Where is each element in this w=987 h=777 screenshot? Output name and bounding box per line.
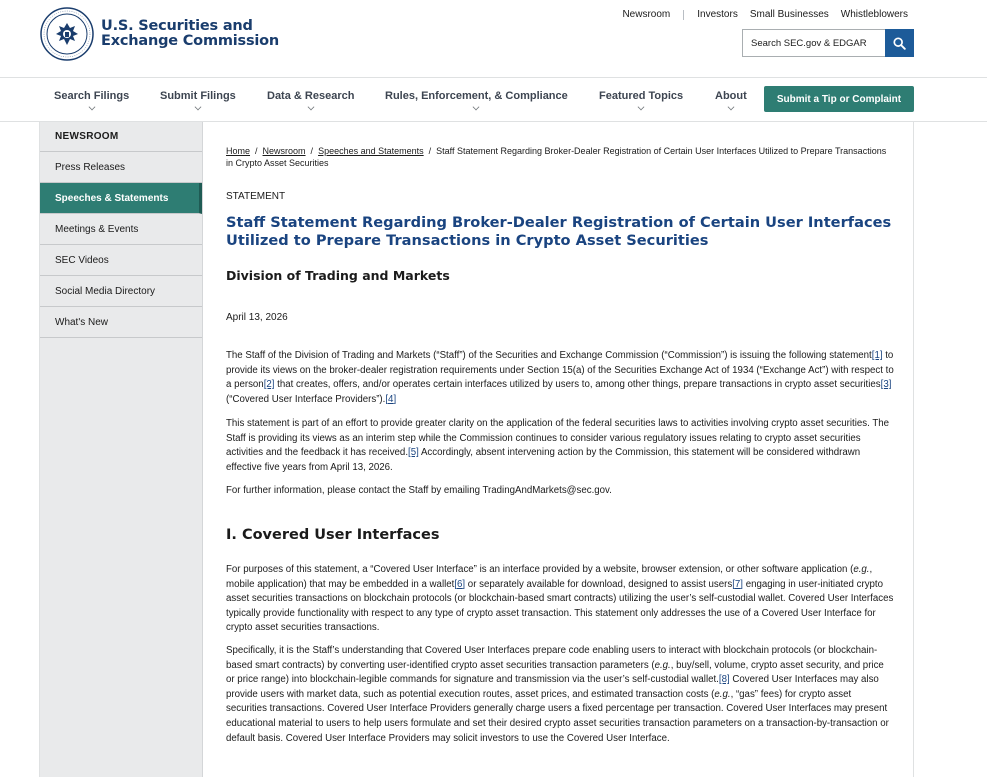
breadcrumb-home[interactable]: Home [226, 146, 251, 156]
chevron-down-icon [194, 104, 201, 111]
sec-seal-logo[interactable] [40, 7, 94, 61]
breadcrumb: Home / Newsroom / Speeches and Statements / Staff Statement Regarding Broker-Dealer Registration of Certain User Interfaces Utilized to Prepare Transactions in Crypto Asset Securities [226, 146, 887, 168]
footnote-link-4[interactable]: [4] [385, 393, 397, 405]
paragraph-functionality: Specifically, it is the Staff’s understanding that Covered User Interfaces prepare code enabling users to interact with blockchain protocols (or blockchain-based smart contracts) by converting user-identified crypto asset securities transaction parameters (e.g., buy/sell, volume, crypto asset security, and price or price range) into blockchain-legible commands for signature and transmission via the user’s self-custodial wallet.[8] Covered User Interfaces may also provide users with market data, such as potential execution routes, asset prices, and estimated transaction costs (e.g., “gas” fees) for crypto asset securities transactions. Covered User Interface Providers generally charge users a fixed percentage per transaction. Covered User Interfaces may present educational material to users to help users formulate and set their desired crypto asset securities transaction parameters on a transaction-by-transaction or default basis. Covered User Interface Providers may solicit investors to use the Covered User Interface. [226, 645, 889, 744]
footnote-link-8[interactable]: [8] [718, 674, 730, 686]
primary-nav [0, 79, 987, 122]
breadcrumb-current: Staff Statement Regarding Broker-Dealer Registration of Certain User Interfaces Utilized to Prepare Transactions in Crypto Asset Securities [226, 146, 887, 168]
nav-label: Data & Research [267, 90, 355, 102]
paragraph-definition: For purposes of this statement, a “Covered User Interface” is an interface provided by a website, browser extension, or other software application (e.g., mobile application) that may be embedded in a wallet[6] or separately available for download, designed to assist users[7] engaging in user-initiated crypto asset securities transactions on blockchain protocols (or blockchain-based smart contracts) utilizing the user’s self-custodial wallet. Covered User Interfaces typically provide functionality with respect to any type of crypto asset transaction. This statement only addresses the use of a Covered User Interface for crypto asset securities transactions. [226, 564, 894, 634]
footnote-link-2[interactable]: [2] [263, 379, 275, 391]
footnote-link-1[interactable]: [1] [871, 350, 883, 361]
nav-label: About [715, 90, 747, 102]
newsroom-sidebar [40, 122, 203, 777]
sidebar-heading: NEWSROOM [40, 122, 202, 152]
nav-rules-enforcement[interactable] [385, 90, 568, 110]
nav-data-research[interactable] [267, 90, 354, 110]
utility-link-small-businesses[interactable]: Small Businesses [749, 9, 829, 20]
sidebar-item-press-releases[interactable]: Press Releases [40, 152, 202, 183]
nav-label: Search Filings [54, 90, 130, 102]
publish-date: April 13, 2026 [226, 312, 288, 323]
footnote-link-7[interactable]: [7] [732, 578, 743, 590]
footnote-link-3[interactable]: [3] [880, 379, 892, 391]
utility-link-whistleblowers[interactable]: Whistleblowers [840, 9, 908, 20]
nav-label: Featured Topics [599, 90, 684, 102]
nav-label: Rules, Enforcement, & Compliance [385, 90, 568, 102]
nav-submit-filings[interactable] [160, 90, 236, 110]
utility-divider [683, 10, 684, 20]
article-type-label: STATEMENT [226, 191, 286, 202]
breadcrumb-speeches[interactable]: Speeches and Statements [318, 146, 424, 156]
agency-name[interactable] [101, 19, 279, 49]
sidebar-item-social-media-directory[interactable]: Social Media Directory [40, 276, 202, 307]
search-button[interactable] [885, 29, 914, 57]
main-area [39, 122, 914, 777]
chevron-down-icon [638, 104, 645, 111]
search-icon [893, 37, 906, 50]
chevron-down-icon [88, 104, 95, 111]
paragraph-intro: The Staff of the Division of Trading and Markets (“Staff”) of the Securities and Exchange Commission (“Commission”) is issuing the following statement[1] to provide its views on the broker-dealer registration requirements under Section 15(a) of the Securities Exchange Act of 1934 (“Exchange Act”) with respect to a person[2] that creates, offers, and/or operates certain interfaces utilized by users to, among other things, prepare transactions in crypto asset securities[3] (“Covered User Interface Providers”).[4] [226, 350, 894, 405]
sidebar-item-sec-videos[interactable]: SEC Videos [40, 245, 202, 276]
site-search [742, 29, 914, 57]
nav-label: Submit Filings [160, 90, 236, 102]
sidebar-item-meetings-events[interactable]: Meetings & Events [40, 214, 202, 245]
sidebar-item-speeches-statements[interactable]: Speeches & Statements [40, 183, 202, 214]
agency-name-line2: Exchange Commission [101, 33, 280, 49]
sidebar-item-whats-new[interactable]: What's New [40, 307, 202, 338]
chevron-down-icon [307, 104, 314, 111]
utility-links [610, 9, 908, 20]
section-heading-covered-user-interfaces: I. Covered User Interfaces [226, 527, 440, 543]
paragraph-purpose: This statement is part of an effort to provide greater clarity on the application of the federal securities laws to activities involving crypto asset securities. The Staff is providing its views as an interim step while the Commission continues to consider various regulatory issues relating to crypto asset securities activities and the feedback it has received.[5] Accordingly, absent intervening action by the Commission, this statement will be considered withdrawn effective five years from April 13, 2026. [226, 418, 890, 473]
division-name: Division of Trading and Markets [226, 268, 450, 283]
agency-name-line1: U.S. Securities and [101, 18, 253, 34]
page-title: Staff Statement Regarding Broker-Dealer Registration of Certain User Interfaces Utilized to Prepare Transactions in Crypto Asset Securities [226, 214, 892, 249]
chevron-down-icon [473, 104, 480, 111]
submit-tip-button[interactable]: Submit a Tip or Complaint [764, 86, 914, 112]
paragraph-contact: For further information, please contact the Staff by emailing TradingAndMarkets@sec.gov. [226, 485, 612, 496]
chevron-down-icon [727, 104, 734, 111]
search-input[interactable] [742, 29, 885, 57]
breadcrumb-newsroom[interactable]: Newsroom [262, 146, 306, 156]
utility-link-investors[interactable]: Investors [697, 9, 738, 20]
footnote-link-6[interactable]: [6] [454, 578, 466, 590]
utility-link-newsroom[interactable]: Newsroom [622, 9, 671, 20]
nav-about[interactable] [715, 90, 747, 110]
nav-search-filings[interactable] [54, 90, 129, 110]
nav-featured-topics[interactable] [599, 90, 683, 110]
footnote-link-5[interactable]: [5] [408, 447, 419, 459]
site-header [0, 0, 987, 78]
